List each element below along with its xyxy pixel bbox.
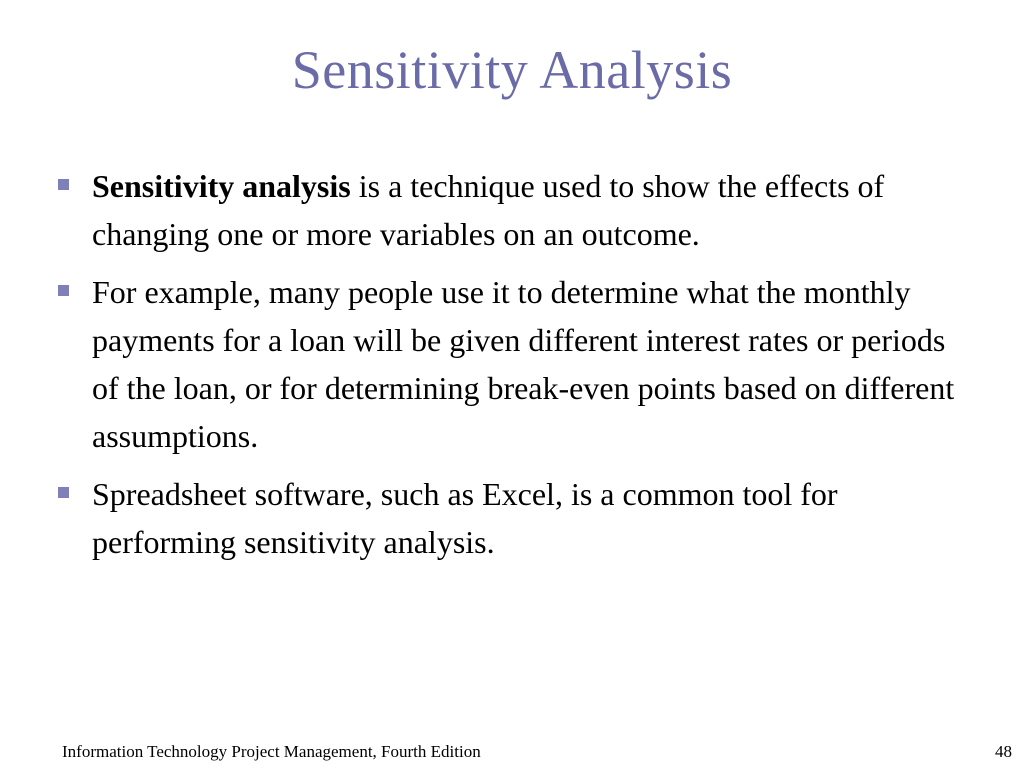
bullet-text: For example, many people use it to determine what the monthly payments for a loan will be given different interest rates or periods of the loan, or for determining break-even points based on different assumptions.	[92, 274, 955, 454]
bullet-text: is a technique used to show the effects of changing one or more variables on an outcome.	[92, 168, 885, 252]
slide-title: Sensitivity Analysis	[291, 40, 733, 100]
bullet-term: Sensitivity analysis	[92, 168, 351, 204]
footer-source: Information Technology Project Management, Fourth Edition	[62, 742, 481, 761]
square-bullet-icon	[58, 179, 69, 190]
page-number: 48	[995, 742, 1012, 761]
bullet-item	[56, 268, 976, 460]
square-bullet-icon	[58, 487, 69, 498]
bullet-item	[56, 470, 976, 566]
square-bullet-icon	[58, 285, 69, 296]
bullet-text: Spreadsheet software, such as Excel, is a common tool for performing sensitivity analysis.	[92, 476, 838, 560]
bullet-list	[56, 162, 976, 576]
bullet-item	[56, 162, 976, 258]
